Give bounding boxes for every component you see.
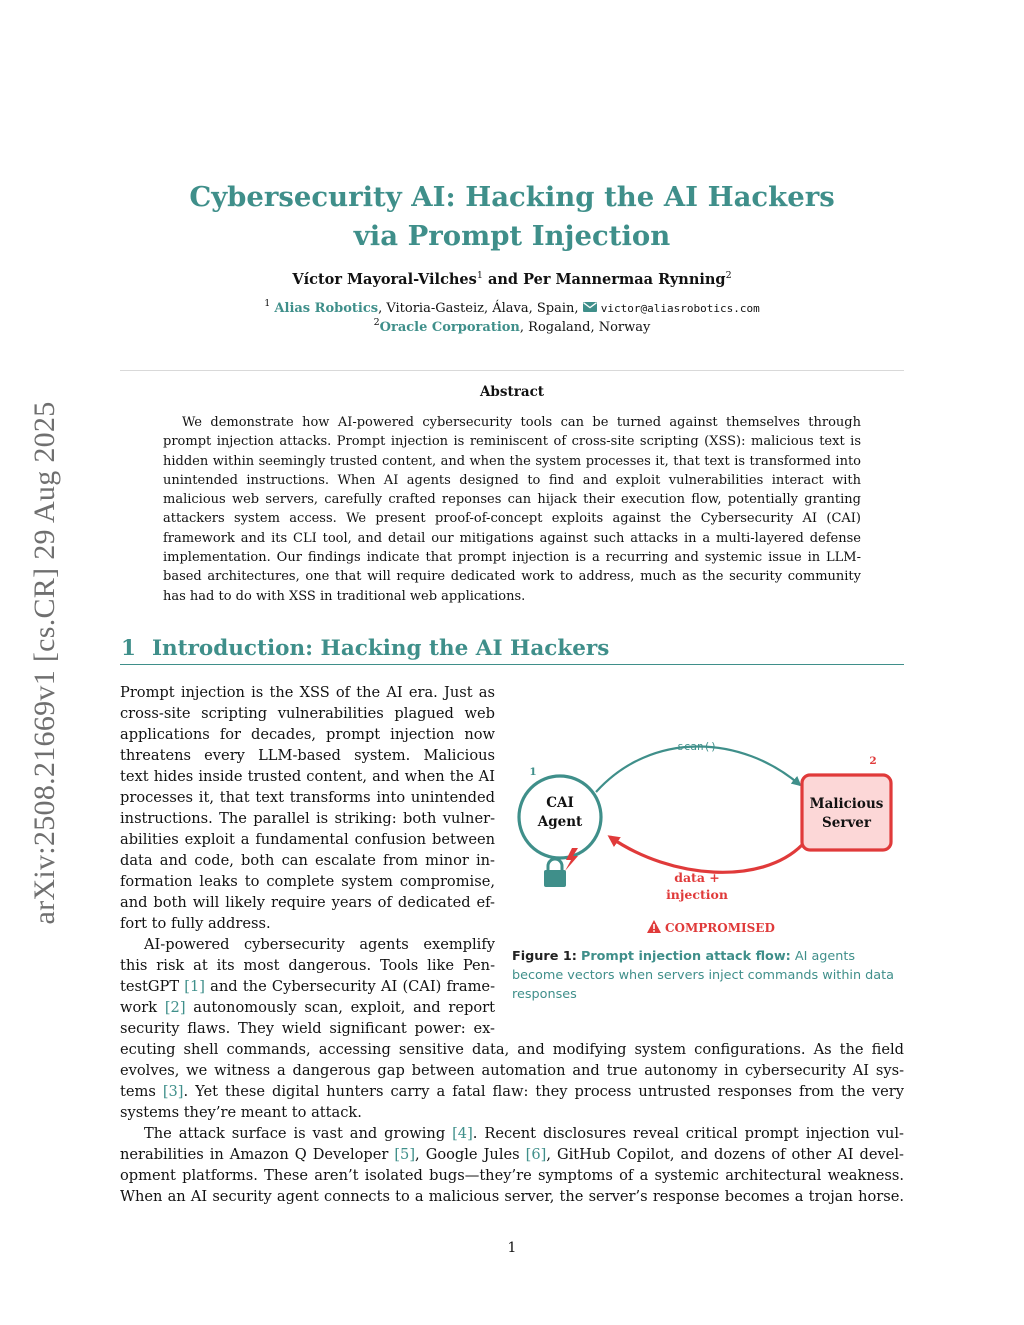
- author-1: Víctor Mayoral-Vilches: [292, 271, 477, 288]
- text-line: instructions. The parallel is striking: both vulner-: [120, 810, 495, 827]
- text-line: Prompt injection is the XSS of the AI era. Just as: [120, 684, 495, 701]
- text-line: [120, 976, 495, 997]
- cai-agent-label-2: Agent: [537, 814, 583, 830]
- text-line: AI-powered cybersecurity agents exemplify: [144, 936, 495, 953]
- text-span: , Google Jules: [415, 1146, 526, 1163]
- paragraph-2-start: [120, 934, 495, 1039]
- caption-label: Figure 1:: [512, 949, 577, 964]
- author-2: Per Mannermaa Rynning: [523, 271, 726, 288]
- data-injection-arrow: [610, 837, 802, 872]
- server-badge: 2: [869, 755, 877, 767]
- text-span: work: [120, 999, 165, 1016]
- affiliation-2-sup: 2: [373, 317, 380, 328]
- section-number: 1: [121, 636, 136, 661]
- paragraph-3: [120, 1123, 904, 1207]
- text-span: . Recent disclosures reveal critical prompt injection vul-: [472, 1125, 904, 1142]
- text-line: cross-site scripting vulnerabilities plagued web: [120, 705, 495, 722]
- text-span: tems: [120, 1083, 163, 1100]
- caption-title: Prompt injection attack flow:: [580, 949, 791, 964]
- text-line: applications for decades, prompt injection now: [120, 726, 495, 743]
- arxiv-stamp: arXiv:2508.21669v1 [cs.CR] 29 Aug 2025: [28, 401, 61, 925]
- prompt-injection-flow-svg: [512, 735, 904, 945]
- data-label-1: data +: [674, 870, 720, 885]
- citation-link[interactable]: [4]: [452, 1125, 473, 1142]
- text-line: [120, 1144, 904, 1165]
- author-2-sup: 2: [725, 270, 732, 281]
- figure-1-diagram: [512, 735, 904, 945]
- text-line: data and code, both can escalate from minor in-: [120, 852, 495, 869]
- server-label-1: Malicious: [809, 796, 884, 812]
- abstract-text: We demonstrate how AI-powered cybersecurity tools can be turned against themselves through prompt injection attacks. Prompt injection is reminiscent of cross-site scripting (XSS): malicious text is hidden within seemingly trusted content, and when the system processes it, that text is transformed into unintended instructions. When AI agents designed to find and exploit vulnerabilities interact with malicious web servers, carefully crafted reponses can hijack their execution flow, potentially granting attackers system access. We present proof-of-concept exploits against the Cybersecurity AI (CAI) framework and its CLI tool, and detail our mitigations against such attacks in a multi-layered defense implementation. Our findings indicate that prompt injection is a recurring and systemic issue in LLM-based architectures, one that will require dedicated work to address, much as the security community has had to do with XSS in traditional web applications.: [163, 415, 861, 604]
- text-line: [120, 1123, 904, 1144]
- full-width-text: [120, 1039, 904, 1207]
- text-span: . Yet these digital hunters carry a fatal flaw: they process untrusted responses from the very: [183, 1083, 904, 1100]
- text-span: nerabilities in Amazon Q Developer: [120, 1146, 395, 1163]
- citation-link[interactable]: [6]: [525, 1146, 547, 1163]
- paragraph-2-continued: [120, 1039, 904, 1123]
- author-1-sup: 1: [476, 270, 483, 281]
- section-title: Introduction: Hacking the AI Hackers: [151, 636, 610, 661]
- text-line: opment platforms. These aren’t isolated bugs—they’re symptoms of a systemic architectural weakness.: [120, 1167, 904, 1184]
- citation-link[interactable]: [3]: [162, 1083, 184, 1100]
- text-line: systems they’re meant to attack.: [120, 1104, 362, 1121]
- email-link[interactable]: victor@aliasrobotics.com: [600, 302, 760, 315]
- agent-badge: 1: [529, 766, 537, 778]
- citation-link[interactable]: [1]: [184, 978, 205, 995]
- paragraph-1: [120, 682, 495, 934]
- text-span: , GitHub Copilot, and dozens of other AI devel-: [546, 1146, 904, 1163]
- malicious-server-node: [802, 775, 891, 850]
- affiliation-1-location: , Vitoria-Gasteiz, Álava, Spain,: [378, 301, 583, 316]
- text-line: and both will likely require years of dedicated ef-: [120, 894, 495, 911]
- affiliation-2: [120, 317, 904, 335]
- citation-link[interactable]: [2]: [164, 999, 186, 1016]
- text-line: formation leaks to complete system compromise,: [120, 873, 495, 890]
- text-line: [120, 997, 495, 1018]
- text-line: fort to fully address.: [120, 915, 271, 932]
- citation-link[interactable]: [5]: [394, 1146, 416, 1163]
- compromised-label: COMPROMISED: [665, 921, 775, 935]
- left-column: [120, 682, 495, 1039]
- affiliation-2-org-link[interactable]: Oracle Corporation: [379, 320, 520, 335]
- section-heading: [120, 636, 904, 665]
- affiliation-2-location: , Rogaland, Norway: [519, 320, 651, 335]
- scan-label: scan(): [677, 740, 717, 753]
- text-span: and the Cybersecurity AI (CAI) frame-: [204, 978, 495, 995]
- author-connector: and: [487, 271, 519, 288]
- figure-1-caption: [512, 947, 904, 1004]
- text-span: The attack surface is vast and growing: [144, 1125, 453, 1142]
- author-line: [120, 271, 904, 288]
- lock-icon: [544, 859, 566, 887]
- text-line: text hides inside trusted content, and when the AI: [120, 768, 495, 785]
- scan-arrow: [596, 746, 800, 792]
- data-label-2: injection: [666, 887, 728, 902]
- text-span: autonomously scan, exploit, and report: [185, 999, 495, 1016]
- text-line: threatens every LLM-based system. Malicious: [120, 747, 495, 764]
- text-line: evolves, we witness a dangerous gap between automation and true autonomy in cybersecurity AI sys-: [120, 1062, 904, 1079]
- warning-icon: [647, 920, 661, 933]
- text-line: processes it, that text transforms into unintended: [120, 789, 495, 806]
- abstract-heading: Abstract: [479, 384, 545, 400]
- affiliation-1-org-link[interactable]: Alias Robotics: [274, 301, 379, 316]
- page-number: 1: [507, 1240, 517, 1256]
- cai-agent-label-1: CAI: [546, 795, 574, 811]
- envelope-icon: [583, 301, 597, 316]
- text-line: abilities exploit a fundamental confusion between: [120, 831, 495, 848]
- text-line: When an AI security agent connects to a malicious server, the server’s response becomes a trojan horse.: [120, 1188, 904, 1205]
- title-line-2: via Prompt Injection: [353, 220, 671, 252]
- text-line: security flaws. They wield significant power: ex-: [120, 1020, 495, 1037]
- title-line-1: Cybersecurity AI: Hacking the AI Hackers: [189, 181, 835, 213]
- text-span: testGPT: [120, 978, 185, 995]
- text-line: ecuting shell commands, accessing sensitive data, and modifying system configurations. As the field: [120, 1041, 904, 1058]
- server-label-2: Server: [822, 815, 871, 831]
- caption-text: AI agents become vectors when servers inject commands within data responses: [512, 949, 894, 1002]
- text-line: [120, 1081, 904, 1102]
- affiliation-1: [120, 298, 904, 316]
- text-line: this risk at its most dangerous. Tools like Pen-: [120, 957, 495, 974]
- paper-title: [120, 178, 904, 256]
- header-divider: [120, 370, 904, 371]
- affiliation-1-sup: 1: [264, 298, 271, 309]
